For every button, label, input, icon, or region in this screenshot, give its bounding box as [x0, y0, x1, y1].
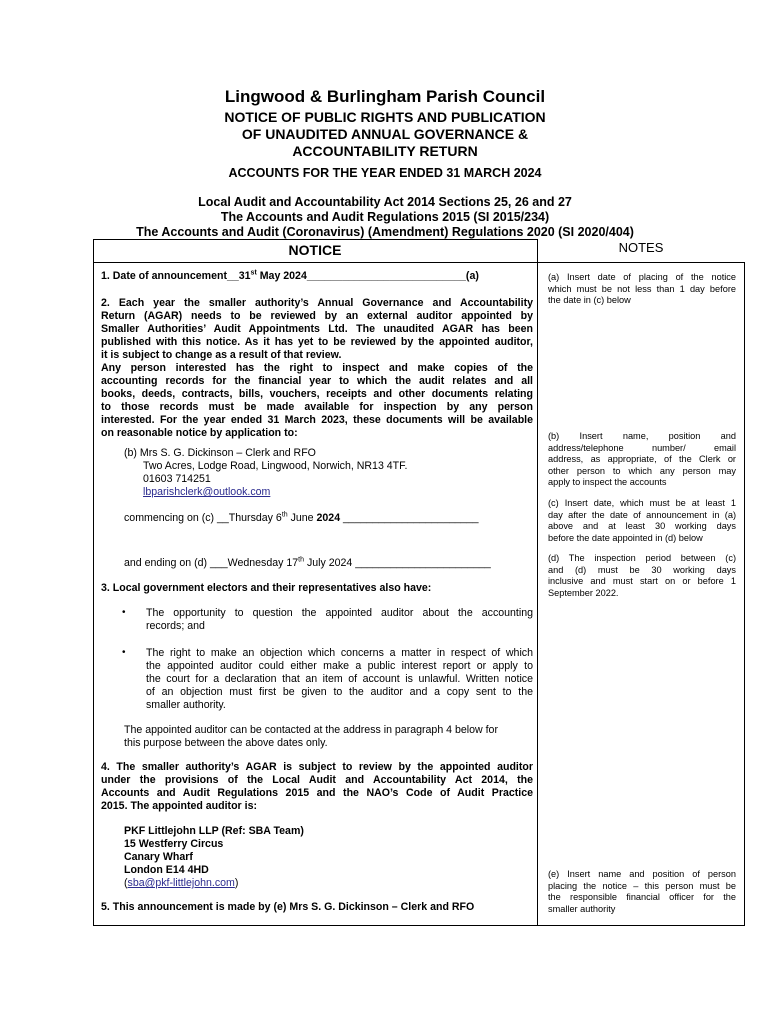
auditor-name: PKF Littlejohn LLP (Ref: SBA Team): [124, 825, 304, 837]
auditor-address-line-1: 15 Westferry Circus: [124, 838, 224, 850]
table-left-border: [93, 239, 94, 926]
bullet-marker: •: [122, 607, 126, 618]
announcement-by: 5. This announcement is made by (e) Mrs S. G. Dickinson – Clerk and RFO: [101, 901, 475, 913]
auditor-email-line: (sba@pkf-littlejohn.com): [124, 877, 239, 889]
auditor-address-line-3: London E14 4HD: [124, 864, 209, 876]
electors-rights-heading: 3. Local government electors and their representatives also have:: [101, 582, 432, 594]
auditor-contact-note-2: this purpose between the above dates only.: [124, 737, 328, 749]
act-line-1: Local Audit and Accountability Act 2014 Sections 25, 26 and 27: [198, 195, 572, 209]
auditor-review-paragraph: 4. The smaller authority’s AGAR is subject to review by the appointed auditor under the provisions of the Local Audit and Accountability Act 2014, the Accounts and Audit Regulations 2015 and the NAO’s Code of Audit Practice 2015. The appointed auditor is:: [101, 761, 533, 812]
note-c: (c) Insert date, which must be at least 1 day after the date of announcement in (a) above and at least 30 working days before the date appointed in (d) below: [548, 498, 736, 543]
council-name: Lingwood & Burlingham Parish Council: [224, 87, 546, 106]
accounts-year-line: ACCOUNTS FOR THE YEAR ENDED 31 MARCH 2024: [228, 166, 542, 180]
clerk-email-link[interactable]: lbparishclerk@outlook.com: [143, 486, 271, 498]
table-column-divider: [537, 239, 538, 926]
auditor-email-link[interactable]: sba@pkf-littlejohn.com: [127, 877, 235, 889]
notice-title-line-1: NOTICE OF PUBLIC RIGHTS AND PUBLICATION: [224, 109, 546, 125]
announcement-date: 1. Date of announcement__31st May 2024___________________________(a): [101, 269, 479, 282]
notice-title-line-2: OF UNAUDITED ANNUAL GOVERNANCE &: [241, 126, 529, 142]
act-line-3: The Accounts and Audit (Coronavirus) (Amendment) Regulations 2020 (SI 2020/404): [136, 225, 634, 239]
notes-heading: NOTES: [618, 240, 664, 255]
clerk-contact-phone: 01603 714251: [143, 473, 211, 485]
rights-paragraph: 2. Each year the smaller authority’s Annual Governance and Accountability Return (AGAR) needs to be reviewed by an external auditor appointed by Smaller Authorities’ Audit Appointments Ltd. The unaudited AGAR has been published with this notice. As it has yet to be reviewed by the appointed auditor, it is subject to change as a result of that review. Any person interested has the right to inspect and make copies of the accounting records for the financial year to which the audit relates and all books, deeds, contracts, bills, vouchers, receipts and other documents relating to those records must be made available for inspection by any person interested. For the year ended 31 March 2023, these documents will be available on reasonable notice by application to:: [101, 297, 533, 439]
inspection-start-date: commencing on (c) __Thursday 6th June 2024 _______________________: [124, 511, 479, 524]
clerk-contact-name: (b) Mrs S. G. Dickinson – Clerk and RFO: [124, 447, 316, 459]
notice-title-line-3: ACCOUNTABILITY RETURN: [292, 143, 478, 159]
auditor-contact-note-1: The appointed auditor can be contacted at the address in paragraph 4 below for: [124, 724, 498, 736]
table-header-rule: [93, 262, 745, 263]
auditor-address-line-2: Canary Wharf: [124, 851, 193, 863]
table-bottom-border: [93, 925, 745, 926]
table-right-border: [744, 262, 745, 926]
note-a: (a) Insert date of placing of the notice which must be not less than 1 day before the date in (c) below: [548, 272, 736, 305]
clerk-contact-address: Two Acres, Lodge Road, Lingwood, Norwich, NR13 4TF.: [143, 460, 408, 472]
table-top-border: [93, 239, 537, 240]
note-b: (b) Insert name, position and address/telephone number/ email address, as appropriate, of the Clerk or other person to which any person may apply to inspect the accounts: [548, 431, 736, 487]
note-e: (e) Insert name and position of person placing the notice – this person must be the responsible financial officer for the smaller authority: [548, 869, 736, 914]
act-line-2: The Accounts and Audit Regulations 2015 (SI 2015/234): [220, 210, 550, 224]
note-d: (d) The inspection period between (c) and (d) must be 30 working days inclusive and must start on or before 1 September 2022.: [548, 553, 736, 598]
inspection-end-date: and ending on (d) ___Wednesday 17th July 2024 _______________________: [124, 556, 491, 569]
notice-heading: NOTICE: [288, 242, 342, 258]
question-auditor-bullet: The opportunity to question the appointed auditor about the accounting records; and: [146, 607, 533, 632]
objection-right-bullet: The right to make an objection which concerns a matter in respect of which the appointed auditor could either make a public interest report or apply to the court for a declaration that an item of account is unlawful. Written notice of an objection must first be given to the auditor and a copy sent to the smaller authority.: [146, 647, 533, 711]
bullet-marker: •: [122, 647, 126, 658]
